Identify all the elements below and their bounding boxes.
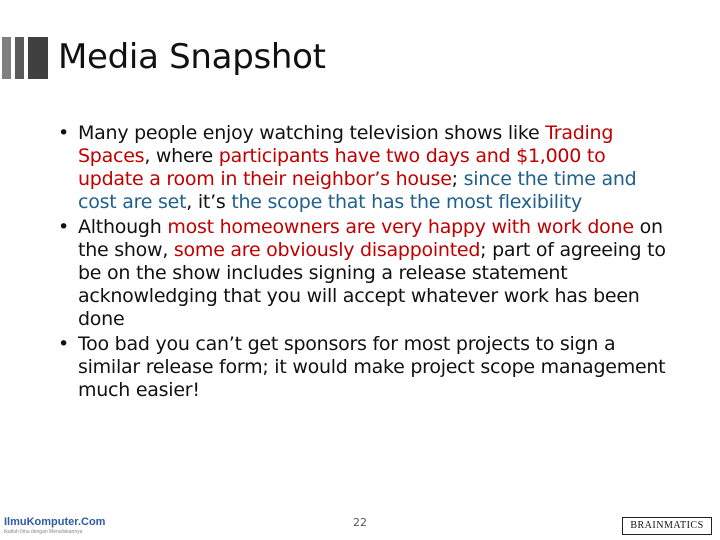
bullet-item (56, 122, 676, 214)
title-bar-dark (28, 37, 48, 79)
bullet-text-segment: Many people enjoy watching television shows like (78, 122, 546, 144)
bullet-marker: • (58, 122, 69, 144)
bullet-text-segment: Although (78, 216, 168, 238)
bullet-text-segment: ; part of agreeing to be on the show includes signing a release statement acknowledging that you will accept whatever work has been done (78, 239, 666, 330)
bullet-text-segment: since the time and cost are set (78, 168, 637, 213)
bullet-marker: • (58, 216, 69, 238)
bullet-item (56, 333, 676, 402)
bullet-text-segment: Trading Spaces (78, 122, 614, 167)
title-decoration-bars (2, 37, 50, 79)
ilmukomputer-logo (4, 516, 105, 535)
bullet-text-segment: some are obviously disappointed (173, 239, 481, 261)
bullet-text-segment: , it’s (186, 191, 232, 213)
bullet-text-segment: , where (144, 145, 219, 167)
ilmukomputer-logo-text: IlmuKomputer.Com (4, 516, 106, 528)
page-number: 22 (353, 516, 367, 529)
slide-title: Media Snapshot (58, 37, 326, 77)
bullet-text-segment: on the show, (78, 216, 663, 261)
title-bar-light (2, 37, 11, 79)
bullet-text-segment: participants have two days and $1,000 to update a room in their neighbor’s house (78, 145, 606, 190)
bullet-text-segment: most homeowners are very happy with work done (167, 216, 634, 238)
bullet-text-segment: ; (451, 168, 464, 190)
ilmukomputer-logo-tagline: Ikatlah Ilmu dengan Menuliskannya (4, 529, 83, 535)
brainmatics-logo: BRAINMATICS (622, 517, 712, 535)
bullet-item (56, 216, 676, 331)
bullet-list (56, 122, 676, 404)
bullet-marker: • (58, 333, 69, 355)
bullet-text-segment: Too bad you can’t get sponsors for most projects to sign a similar release form; it would make project scope management much easier! (78, 333, 666, 401)
title-bar-mid (15, 37, 24, 79)
bullet-text-segment: the scope that has the most flexibility (231, 191, 582, 213)
